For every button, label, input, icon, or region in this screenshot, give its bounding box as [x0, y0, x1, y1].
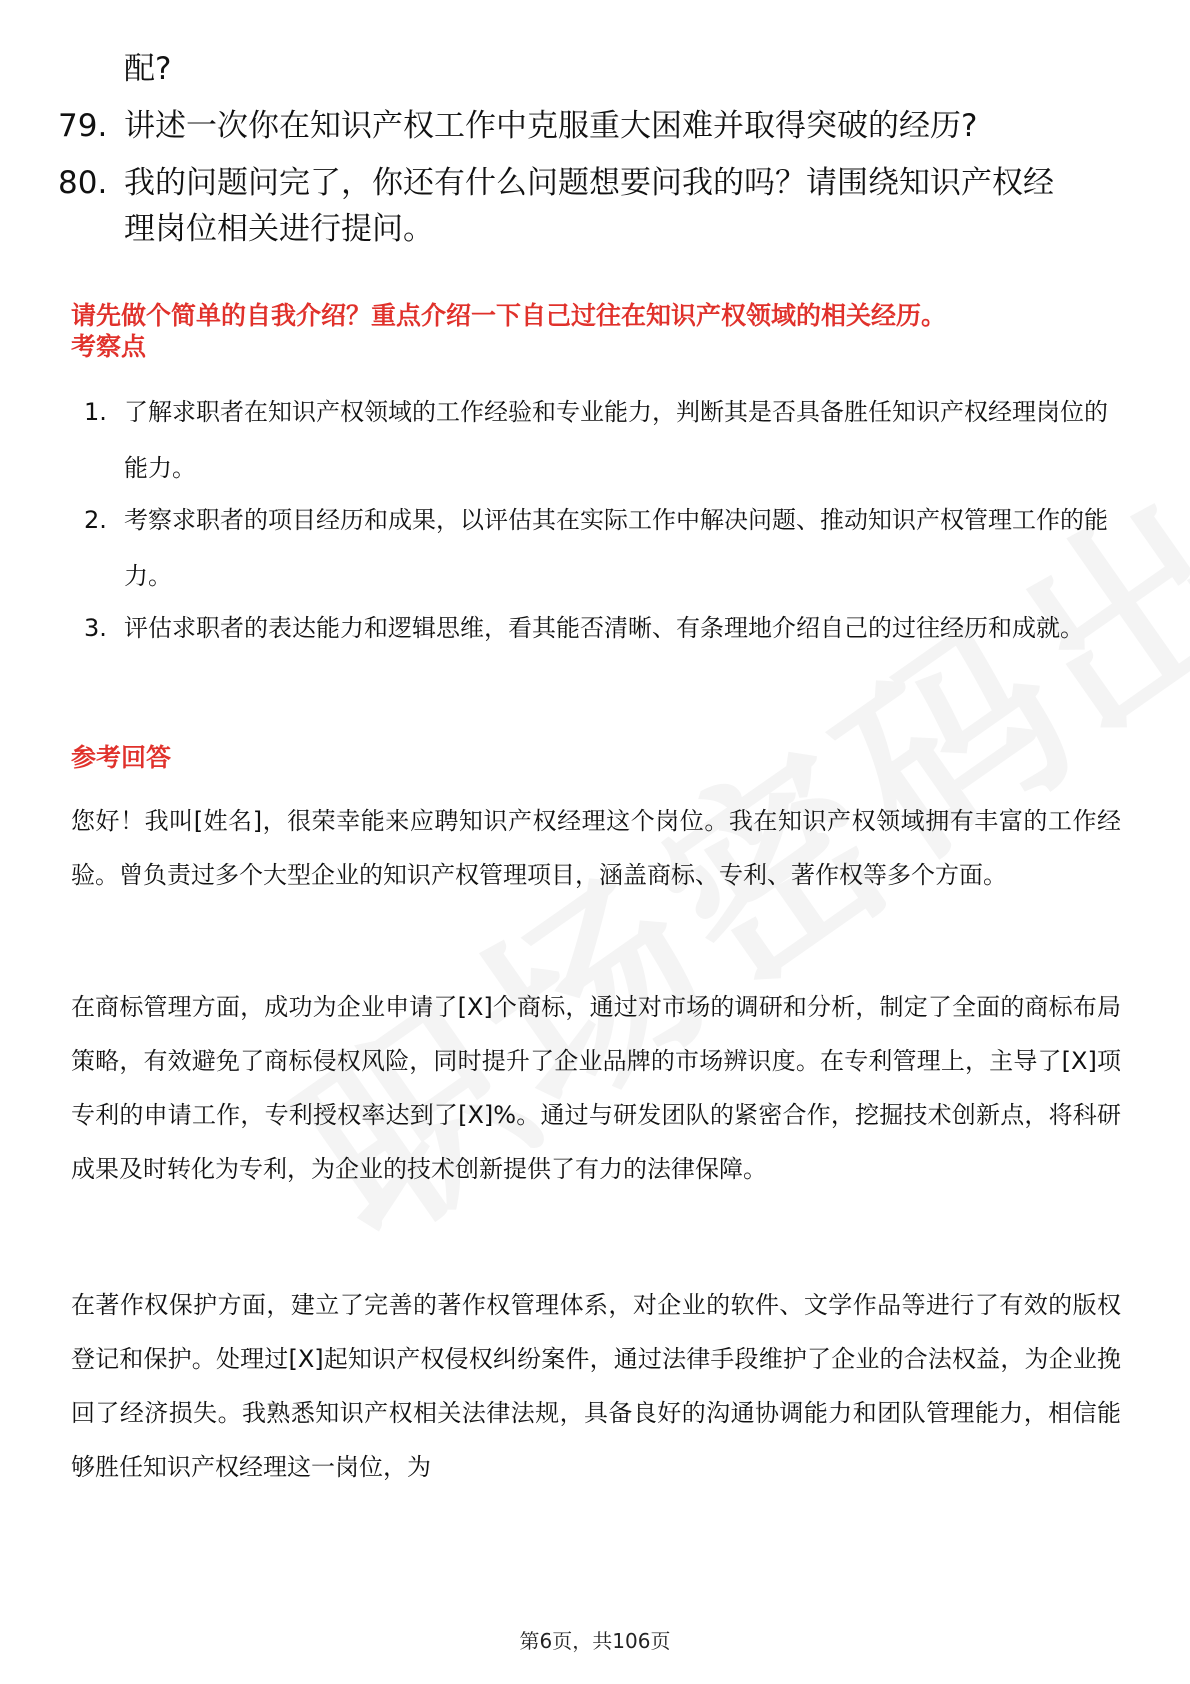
question-item-78-continued	[58, 46, 1184, 92]
question-number: 79.	[58, 108, 108, 144]
exam-point-item	[84, 600, 1114, 656]
question-text: 配?	[124, 51, 172, 87]
exam-point-number: 3.	[84, 614, 107, 642]
exam-point-number: 2.	[84, 506, 107, 534]
exam-points-label: 考察点	[71, 332, 147, 361]
question-text: 我的问题问完了，你还有什么问题想要问我的吗？请围绕知识产权经理岗位相关进行提问。	[124, 165, 1054, 247]
answer-label: 参考回答	[71, 743, 172, 772]
answer-paragraph: 您好！我叫[姓名]，很荣幸能来应聘知识产权经理这个岗位。我在知识产权领域拥有丰富的工作经验。曾负责过多个大型企业的知识产权管理项目，涵盖商标、专利、著作权等多个方面。	[71, 807, 1121, 889]
question-number: 80.	[58, 165, 108, 201]
exam-point-number: 1.	[84, 398, 107, 426]
exam-point-text: 评估求职者的表达能力和逻辑思维，看其能否清晰、有条理地介绍自己的过往经历和成就。	[124, 614, 1084, 642]
question-item-79	[58, 103, 1184, 149]
question-number	[58, 46, 124, 92]
question-item-80	[58, 160, 1054, 252]
question-title: 请先做个简单的自我介绍？重点介绍一下自己过往在知识产权领域的相关经历。	[71, 301, 947, 330]
exam-point-item	[84, 384, 1114, 496]
exam-point-text: 考察求职者的项目经历和成果，以评估其在实际工作中解决问题、推动知识产权管理工作的能力。	[124, 506, 1108, 590]
exam-point-text: 了解求职者在知识产权领域的工作经验和专业能力，判断其是否具备胜任知识产权经理岗位的能力。	[124, 398, 1108, 482]
page-footer: 第6页，共106页	[519, 1629, 671, 1653]
answer-paragraph: 在商标管理方面，成功为企业申请了[X]个商标，通过对市场的调研和分析，制定了全面的商标布局策略，有效避免了商标侵权风险，同时提升了企业品牌的市场辨识度。在专利管理上，主导了[X]项专利的申请工作，专利授权率达到了[X]%。通过与研发团队的紧密合作，挖掘技术创新点，将科研成果及时转化为专利，为企业的技术创新提供了有力的法律保障。	[71, 993, 1121, 1183]
answer-paragraph: 在著作权保护方面，建立了完善的著作权管理体系，对企业的软件、文学作品等进行了有效的版权登记和保护。处理过[X]起知识产权侵权纠纷案件，通过法律手段维护了企业的合法权益，为企业挽回了经济损失。我熟悉知识产权相关法律法规，具备良好的沟通协调能力和团队管理能力，相信能够胜任知识产权经理这一岗位，为	[71, 1291, 1121, 1481]
question-text: 讲述一次你在知识产权工作中克服重大困难并取得突破的经历?	[124, 108, 978, 144]
exam-point-item	[84, 492, 1114, 604]
